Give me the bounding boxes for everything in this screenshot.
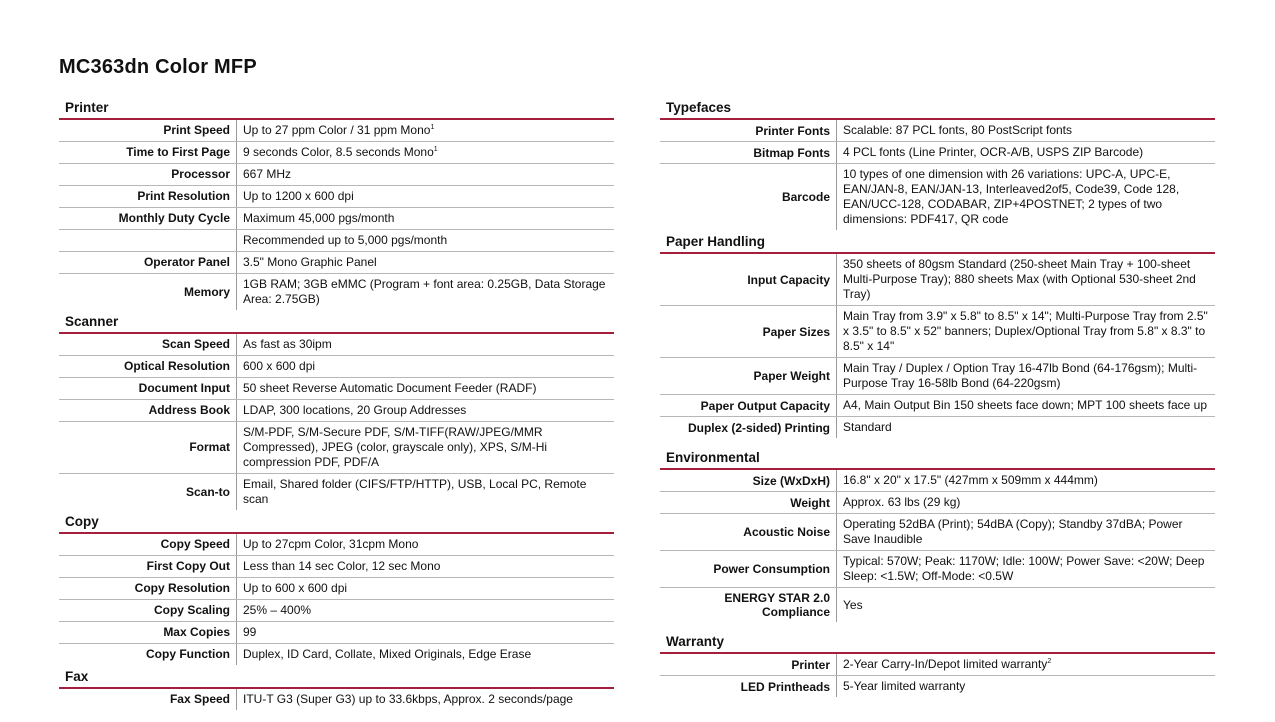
spec-value-text bbox=[243, 337, 332, 352]
spec-label: Operator Panel bbox=[59, 252, 237, 273]
spec-value-content: 600 x 600 dpi bbox=[243, 359, 316, 373]
spec-label: First Copy Out bbox=[59, 556, 237, 577]
spec-value bbox=[837, 551, 1215, 587]
spec-label: Paper Weight bbox=[660, 358, 837, 394]
spec-value-content: 3.5" Mono Graphic Panel bbox=[243, 255, 377, 269]
spec-row bbox=[660, 358, 1215, 395]
spec-value-text bbox=[243, 233, 447, 248]
section-title: Printer bbox=[59, 98, 614, 120]
spec-row bbox=[59, 422, 614, 474]
spec-row bbox=[59, 274, 614, 310]
spec-value-content: Typical: 570W; Peak: 1170W; Idle: 100W; Power Save: <20W; Deep Sleep: <1.5W; Off-Mode: <0.5W bbox=[843, 554, 1205, 583]
spec-row bbox=[59, 600, 614, 622]
spec-value-text bbox=[243, 477, 608, 507]
spec-value bbox=[837, 164, 1215, 230]
spec-row bbox=[660, 164, 1215, 230]
spec-label: Monthly Duty Cycle bbox=[59, 208, 237, 229]
spec-value-content: 9 seconds Color, 8.5 seconds Mono bbox=[243, 145, 434, 159]
section-title: Paper Handling bbox=[660, 232, 1215, 254]
spec-label: Printer Fonts bbox=[660, 120, 837, 141]
spec-value-text bbox=[243, 625, 256, 640]
spec-row bbox=[660, 120, 1215, 142]
spec-label: Scan-to bbox=[59, 474, 237, 510]
spec-value-text bbox=[243, 692, 573, 707]
spec-value-text bbox=[243, 581, 347, 596]
section-title: Fax bbox=[59, 667, 614, 689]
section-environmental bbox=[660, 448, 1215, 622]
spec-row bbox=[59, 142, 614, 164]
spec-row bbox=[59, 120, 614, 142]
spec-value bbox=[237, 334, 614, 355]
spec-value bbox=[237, 208, 614, 229]
spec-label: Format bbox=[59, 422, 237, 473]
spec-value-text bbox=[843, 420, 892, 435]
spec-value bbox=[237, 600, 614, 621]
spec-value-content: Maximum 45,000 pgs/month bbox=[243, 211, 395, 225]
spec-value-text bbox=[843, 309, 1209, 354]
spec-value-text bbox=[843, 495, 960, 510]
spec-value bbox=[837, 676, 1215, 697]
spec-row bbox=[660, 654, 1215, 676]
spec-value bbox=[837, 417, 1215, 438]
spec-value-content: 10 types of one dimension with 26 variations: UPC-A, UPC-E, EAN/JAN-8, EAN/JAN-13, Interleaved2of5, Code39, Code 128, EAN/UCC-128, CODABAR, ZIP+4POSTNET; 2 types of two dimensions: PDF417, QR code bbox=[843, 167, 1180, 226]
spec-value bbox=[837, 358, 1215, 394]
spec-row bbox=[660, 142, 1215, 164]
spec-value-content: 350 sheets of 80gsm Standard (250-sheet Main Tray + 100-sheet Multi-Purpose Tray); 880 sheets Max (with Optional 530-sheet 2nd Tray) bbox=[843, 257, 1196, 301]
spec-row bbox=[59, 164, 614, 186]
spec-label: Copy Scaling bbox=[59, 600, 237, 621]
spec-value bbox=[837, 142, 1215, 163]
spec-value bbox=[237, 622, 614, 643]
spec-value-content: Email, Shared folder (CIFS/FTP/HTTP), USB, Local PC, Remote scan bbox=[243, 477, 587, 506]
spec-value-content: Up to 600 x 600 dpi bbox=[243, 581, 348, 595]
spec-row bbox=[660, 588, 1215, 622]
spec-row bbox=[59, 622, 614, 644]
spec-value-text bbox=[843, 257, 1209, 302]
spec-value-text bbox=[243, 559, 440, 574]
section-title: Scanner bbox=[59, 312, 614, 334]
spec-value bbox=[237, 120, 614, 141]
spec-label: Address Book bbox=[59, 400, 237, 421]
spec-label: Duplex (2-sided) Printing bbox=[660, 417, 837, 438]
spec-value bbox=[237, 142, 614, 163]
spec-value bbox=[237, 186, 614, 207]
spec-value-content: Duplex, ID Card, Collate, Mixed Originals, Edge Erase bbox=[243, 647, 532, 661]
spec-value-content: Up to 1200 x 600 dpi bbox=[243, 189, 354, 203]
section-title: Environmental bbox=[660, 448, 1215, 470]
spec-value-text bbox=[843, 517, 1209, 547]
spec-value-content: Approx. 63 lbs (29 kg) bbox=[843, 495, 961, 509]
section-copy bbox=[59, 512, 614, 665]
spec-value-text bbox=[843, 554, 1209, 584]
spec-value-text bbox=[243, 603, 311, 618]
spec-label: Max Copies bbox=[59, 622, 237, 643]
spec-value bbox=[237, 422, 614, 473]
spec-label: Document Input bbox=[59, 378, 237, 399]
spec-value bbox=[837, 306, 1215, 357]
spec-label: Weight bbox=[660, 492, 837, 513]
spec-value-content: As fast as 30ipm bbox=[243, 337, 332, 351]
spec-value-text bbox=[843, 657, 1051, 672]
spec-value-content: 50 sheet Reverse Automatic Document Feeder (RADF) bbox=[243, 381, 537, 395]
spec-label: Copy Speed bbox=[59, 534, 237, 555]
spec-value-content: 25% – 400% bbox=[243, 603, 312, 617]
section-scanner bbox=[59, 312, 614, 510]
spec-value bbox=[837, 588, 1215, 622]
spec-row bbox=[660, 551, 1215, 588]
spec-value-content: Less than 14 sec Color, 12 sec Mono bbox=[243, 559, 441, 573]
spec-value-content: Scalable: 87 PCL fonts, 80 PostScript fonts bbox=[843, 123, 1073, 137]
section-title: Copy bbox=[59, 512, 614, 534]
spec-value bbox=[237, 556, 614, 577]
spec-value-content: Operating 52dBA (Print); 54dBA (Copy); Standby 37dBA; Power Save Inaudible bbox=[843, 517, 1183, 546]
spec-value-text bbox=[243, 381, 536, 396]
spec-value-content: LDAP, 300 locations, 20 Group Addresses bbox=[243, 403, 467, 417]
spec-row bbox=[59, 534, 614, 556]
spec-value-content: Up to 27cpm Color, 31cpm Mono bbox=[243, 537, 419, 551]
spec-value bbox=[237, 252, 614, 273]
spec-label: Print Resolution bbox=[59, 186, 237, 207]
spec-value-text bbox=[843, 679, 965, 694]
spec-label: Time to First Page bbox=[59, 142, 237, 163]
spec-value bbox=[837, 654, 1215, 675]
spec-value-text bbox=[843, 145, 1143, 160]
spec-label: Bitmap Fonts bbox=[660, 142, 837, 163]
spec-value-content: Recommended up to 5,000 pgs/month bbox=[243, 233, 448, 247]
spec-row bbox=[660, 676, 1215, 697]
spec-value bbox=[837, 395, 1215, 416]
spec-value-text bbox=[243, 211, 394, 226]
spec-value-content: 2-Year Carry-In/Depot limited warranty bbox=[843, 657, 1048, 671]
spec-value-text bbox=[843, 398, 1207, 413]
spec-label: Copy Resolution bbox=[59, 578, 237, 599]
spec-value bbox=[237, 474, 614, 510]
page-title: MC363dn Color MFP bbox=[59, 56, 257, 78]
spec-row bbox=[59, 689, 614, 710]
spec-value-text bbox=[243, 255, 377, 270]
spec-row bbox=[59, 356, 614, 378]
spec-value-content: 1GB RAM; 3GB eMMC (Program + font area: 0.25GB, Data Storage Area: 2.75GB) bbox=[243, 277, 606, 306]
spec-row bbox=[59, 378, 614, 400]
spec-value-content: S/M-PDF, S/M-Secure PDF, S/M-TIFF(RAW/JPEG/MMR Compressed), JPEG (color, grayscale only), XPS, S/M-Hi compression PDF, PDF/A bbox=[243, 425, 548, 469]
spec-value-text bbox=[243, 277, 608, 307]
footnote-marker: 2 bbox=[1047, 658, 1052, 665]
spec-value-text bbox=[243, 189, 354, 204]
spec-value-text bbox=[843, 598, 863, 613]
spec-value-text bbox=[243, 425, 608, 470]
spec-row bbox=[660, 254, 1215, 306]
spec-row bbox=[59, 208, 614, 230]
spec-value bbox=[237, 356, 614, 377]
spec-label: Barcode bbox=[660, 164, 837, 230]
spec-label: Paper Sizes bbox=[660, 306, 837, 357]
spec-value-text bbox=[243, 403, 466, 418]
spec-value-content: 99 bbox=[243, 625, 257, 639]
spec-value-text bbox=[243, 167, 291, 182]
spec-row bbox=[59, 186, 614, 208]
spec-value bbox=[837, 514, 1215, 550]
section-fax bbox=[59, 667, 614, 710]
spec-value bbox=[237, 644, 614, 665]
spec-value-text bbox=[843, 167, 1209, 227]
spec-value-text bbox=[243, 537, 418, 552]
right-column bbox=[660, 98, 1215, 699]
spec-value-content: Main Tray from 3.9" x 5.8" to 8.5" x 14"; Multi-Purpose Tray from 2.5" x 3.5" to 8.5" x 52" banners; Duplex/Optional Tray from 5.8" x 8.3" to 8.5" x 14" bbox=[843, 309, 1208, 353]
spec-value-text bbox=[243, 123, 434, 138]
spec-row bbox=[59, 474, 614, 510]
spec-row bbox=[59, 578, 614, 600]
spec-label: Memory bbox=[59, 274, 237, 310]
section-printer bbox=[59, 98, 614, 310]
spec-value bbox=[837, 120, 1215, 141]
spec-row bbox=[660, 306, 1215, 358]
footnote-marker: 1 bbox=[433, 146, 438, 153]
spec-value-content: Main Tray / Duplex / Option Tray 16-47lb Bond (64-176gsm); Multi-Purpose Tray 16-58lb Bond (64-220gsm) bbox=[843, 361, 1198, 390]
spec-label: Printer bbox=[660, 654, 837, 675]
left-column bbox=[59, 98, 614, 712]
spec-value bbox=[237, 378, 614, 399]
spec-value bbox=[237, 534, 614, 555]
spec-label: Input Capacity bbox=[660, 254, 837, 305]
spec-value-content: 4 PCL fonts (Line Printer, OCR-A/B, USPS ZIP Barcode) bbox=[843, 145, 1144, 159]
spec-label: ENERGY STAR 2.0 Compliance bbox=[660, 588, 837, 622]
section-paper-handling bbox=[660, 232, 1215, 438]
spec-value-text bbox=[243, 647, 531, 662]
spec-label: Print Speed bbox=[59, 120, 237, 141]
spec-value-content: Yes bbox=[843, 597, 863, 612]
spec-value bbox=[237, 274, 614, 310]
spec-value-text bbox=[243, 145, 438, 160]
spec-row bbox=[59, 556, 614, 578]
spec-value bbox=[237, 689, 614, 710]
spec-value-content: Up to 27 ppm Color / 31 ppm Mono bbox=[243, 123, 431, 137]
spec-value bbox=[837, 254, 1215, 305]
spec-label: Processor bbox=[59, 164, 237, 185]
spec-label: Power Consumption bbox=[660, 551, 837, 587]
spec-value-content: ITU-T G3 (Super G3) up to 33.6kbps, Approx. 2 seconds/page bbox=[243, 692, 573, 706]
spec-value-content: Standard bbox=[843, 420, 892, 434]
spec-row bbox=[59, 334, 614, 356]
spec-label: LED Printheads bbox=[660, 676, 837, 697]
spec-label: Copy Function bbox=[59, 644, 237, 665]
spec-value-text bbox=[843, 473, 1098, 488]
footnote-marker: 1 bbox=[430, 124, 435, 131]
spec-label bbox=[59, 230, 237, 251]
spec-row bbox=[660, 417, 1215, 438]
spec-value-content: 16.8" x 20" x 17.5" (427mm x 509mm x 444mm) bbox=[843, 473, 1098, 487]
spec-value bbox=[237, 578, 614, 599]
spec-value bbox=[237, 400, 614, 421]
spec-label: Size (WxDxH) bbox=[660, 470, 837, 491]
spec-row bbox=[660, 514, 1215, 551]
spec-label: Acoustic Noise bbox=[660, 514, 837, 550]
section-typefaces bbox=[660, 98, 1215, 230]
spec-value-text bbox=[843, 361, 1209, 391]
spec-value-content: 667 MHz bbox=[243, 167, 292, 181]
spec-label: Scan Speed bbox=[59, 334, 237, 355]
section-warranty bbox=[660, 632, 1215, 697]
spec-row bbox=[59, 252, 614, 274]
spec-value-content: A4, Main Output Bin 150 sheets face down; MPT 100 sheets face up bbox=[843, 398, 1207, 412]
spec-label: Fax Speed bbox=[59, 689, 237, 710]
section-title: Warranty bbox=[660, 632, 1215, 654]
spec-row bbox=[59, 230, 614, 252]
spec-row bbox=[660, 492, 1215, 514]
spec-row bbox=[59, 644, 614, 665]
spec-row bbox=[660, 395, 1215, 417]
spec-value bbox=[237, 164, 614, 185]
spec-value bbox=[837, 470, 1215, 491]
spec-value-content: 5-Year limited warranty bbox=[843, 679, 966, 693]
spec-label: Paper Output Capacity bbox=[660, 395, 837, 416]
spec-row bbox=[59, 400, 614, 422]
section-title: Typefaces bbox=[660, 98, 1215, 120]
spec-value bbox=[837, 492, 1215, 513]
spec-value-text bbox=[843, 123, 1072, 138]
spec-row bbox=[660, 470, 1215, 492]
spec-value-text bbox=[243, 359, 315, 374]
spec-label: Optical Resolution bbox=[59, 356, 237, 377]
spec-value bbox=[237, 230, 614, 251]
